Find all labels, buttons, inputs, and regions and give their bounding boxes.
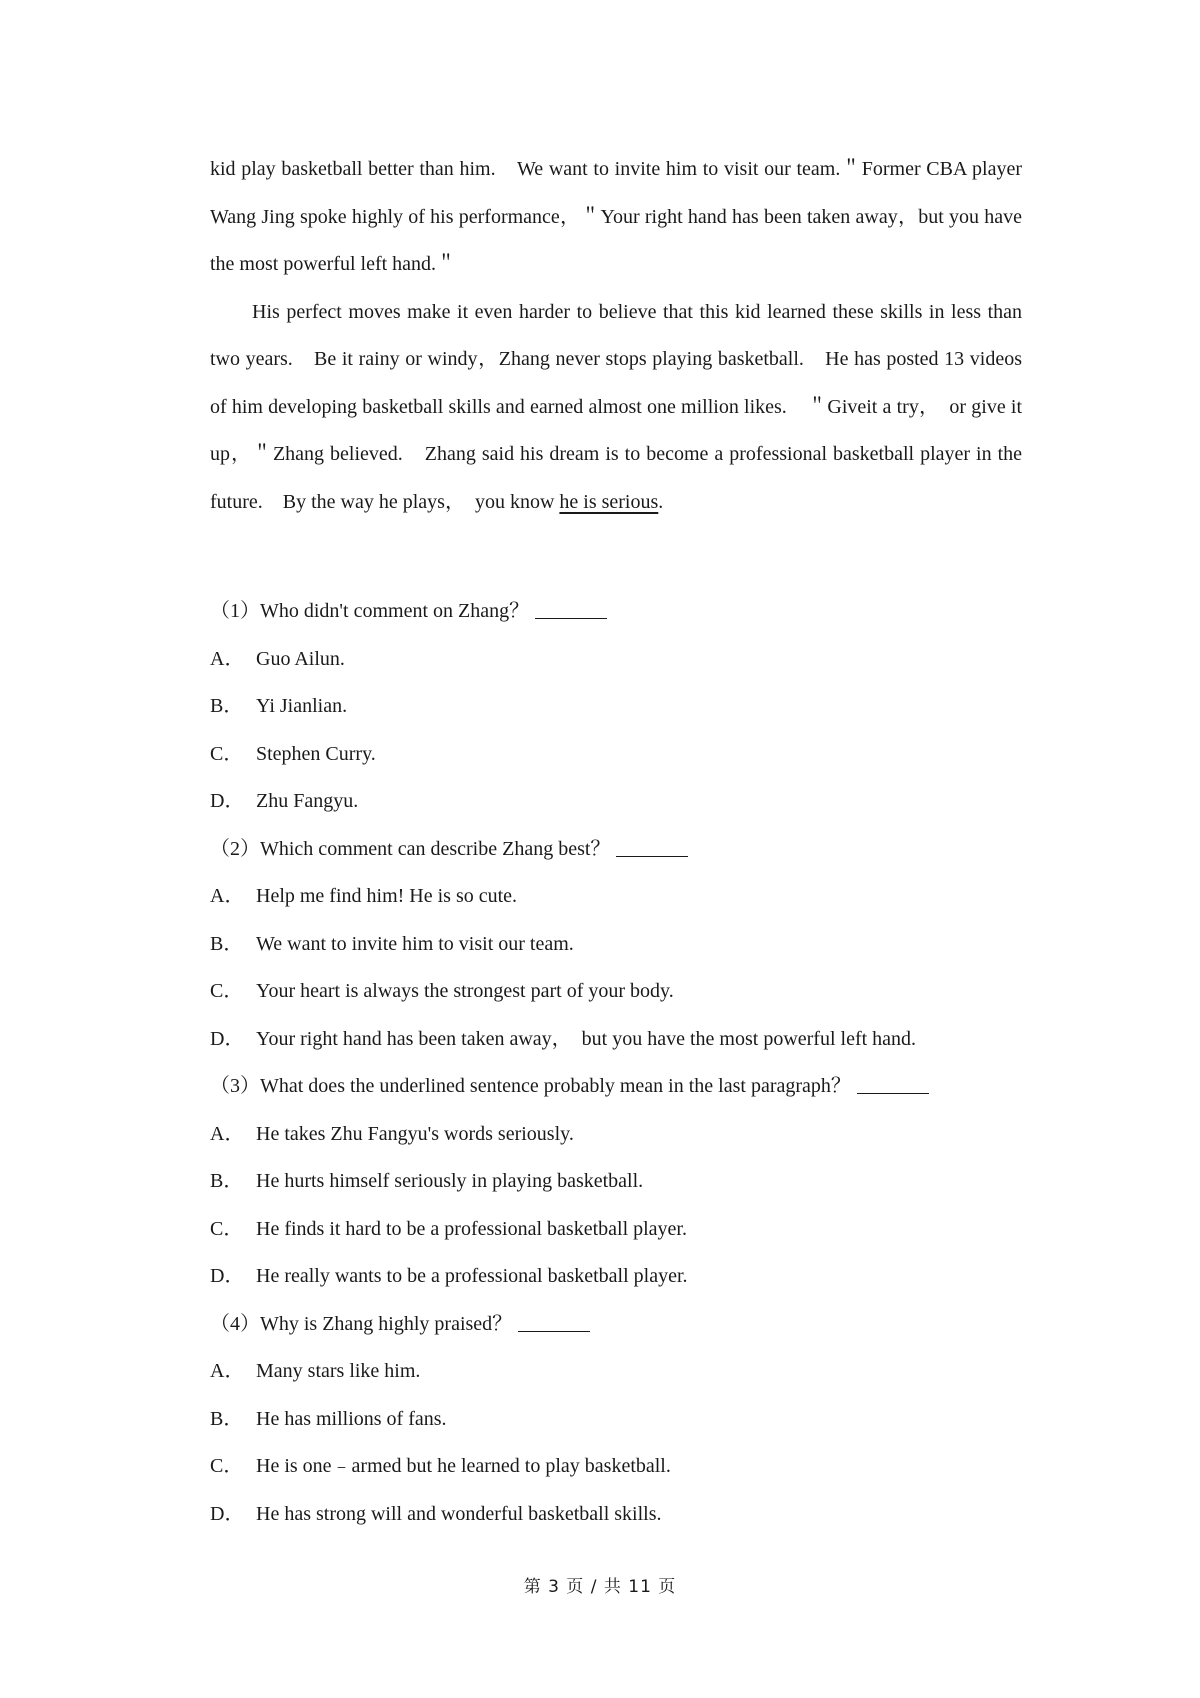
passage-paragraph-2 xyxy=(210,289,1022,527)
option-b xyxy=(210,1158,1022,1206)
option-letter: D． xyxy=(210,1265,245,1287)
option-letter: C． xyxy=(210,742,244,765)
option-c xyxy=(210,968,1022,1016)
question-2 xyxy=(210,826,1022,1064)
option-letter: A． xyxy=(210,1122,245,1145)
option-d xyxy=(210,1016,1022,1064)
question-number: （2） xyxy=(210,837,260,860)
question-1 xyxy=(210,588,1022,826)
option-letter: A． xyxy=(210,1360,245,1382)
option-a xyxy=(210,1348,1022,1396)
question-number: （3） xyxy=(210,1075,260,1097)
option-b xyxy=(210,921,1022,969)
reading-passage xyxy=(210,146,1022,526)
passage-paragraph-2-text: His perfect moves make it even harder to believe that this kid learned these skills in less than two years. Be it rainy or windy，Zhang never stops playing basketball. He has posted 13 videos of him developing basketball skills and earned almost one million likes. ＂Giveit a try， or give it up，＂Zhang believed. Zhang said his dream is to become a professional basketball player in the future. By the way he plays， you know xyxy=(210,300,1022,513)
option-a xyxy=(210,1111,1022,1159)
underlined-sentence: he is serious xyxy=(559,490,659,513)
option-letter: B． xyxy=(210,1407,244,1430)
question-number: （4） xyxy=(210,1312,260,1335)
answer-blank[interactable] xyxy=(616,836,688,857)
question-text: What does the underlined sentence probably mean in the last paragraph？ xyxy=(260,1075,851,1097)
option-letter: C． xyxy=(210,1455,244,1477)
option-letter: C． xyxy=(210,980,244,1002)
answer-blank[interactable] xyxy=(518,1311,590,1332)
option-text: Yi Jianlian. xyxy=(256,695,348,717)
option-text: He finds it hard to be a professional basketball player. xyxy=(256,1217,687,1240)
option-text: He really wants to be a professional basketball player. xyxy=(256,1265,688,1287)
option-d xyxy=(210,1253,1022,1301)
option-text: He has millions of fans. xyxy=(256,1407,447,1430)
option-text: He hurts himself seriously in playing basketball. xyxy=(256,1170,644,1192)
option-letter: B． xyxy=(210,1170,244,1192)
answer-blank[interactable] xyxy=(535,598,607,619)
option-text: He has strong will and wonderful basketball skills. xyxy=(256,1502,662,1525)
option-d xyxy=(210,1491,1022,1539)
option-text: He is one﹣armed but he learned to play basketball. xyxy=(256,1455,671,1477)
option-text: Stephen Curry. xyxy=(256,742,376,765)
page-number-footer: 第 3 页 / 共 11 页 xyxy=(523,1577,677,1597)
option-text: Zhu Fangyu. xyxy=(256,790,359,812)
option-text: Your right hand has been taken away， but you have the most powerful left hand. xyxy=(256,1027,917,1050)
question-text: Who didn't comment on Zhang？ xyxy=(260,600,530,622)
question-text: Why is Zhang highly praised？ xyxy=(260,1312,513,1335)
option-letter: D． xyxy=(210,790,245,812)
option-text: Many stars like him. xyxy=(256,1360,421,1382)
option-a xyxy=(210,636,1022,684)
option-b xyxy=(210,1396,1022,1444)
option-text: He takes Zhu Fangyu's words seriously. xyxy=(256,1122,574,1145)
option-letter: B． xyxy=(210,695,244,717)
question-number: （1） xyxy=(210,600,260,622)
question-stem xyxy=(210,588,1022,636)
option-letter: A． xyxy=(210,885,245,907)
question-text: Which comment can describe Zhang best？ xyxy=(260,837,611,860)
option-d xyxy=(210,778,1022,826)
option-text: Your heart is always the strongest part of your body. xyxy=(256,980,674,1002)
option-b xyxy=(210,683,1022,731)
question-4 xyxy=(210,1301,1022,1539)
option-c xyxy=(210,1206,1022,1254)
passage-paragraph-2-end: . xyxy=(658,490,664,513)
option-letter: B． xyxy=(210,932,244,955)
option-letter: C． xyxy=(210,1217,244,1240)
question-stem xyxy=(210,826,1022,874)
option-letter: D． xyxy=(210,1027,245,1050)
question-3 xyxy=(210,1063,1022,1301)
option-text: We want to invite him to visit our team. xyxy=(256,932,574,955)
question-stem xyxy=(210,1301,1022,1349)
passage-paragraph-1: kid play basketball better than him. We want to invite him to visit our team.＂Former CBA player Wang Jing spoke highly of his performance，＂Your right hand has been taken away，but you have the most powerful left hand.＂ xyxy=(210,158,1022,275)
option-letter: A． xyxy=(210,647,245,670)
question-stem xyxy=(210,1063,1022,1111)
answer-blank[interactable] xyxy=(857,1073,929,1094)
option-c xyxy=(210,1443,1022,1491)
option-a xyxy=(210,873,1022,921)
option-c xyxy=(210,731,1022,779)
question-list xyxy=(210,588,1022,1538)
option-letter: D． xyxy=(210,1502,245,1525)
option-text: Guo Ailun. xyxy=(256,647,345,670)
option-text: Help me find him! He is so cute. xyxy=(256,885,518,907)
